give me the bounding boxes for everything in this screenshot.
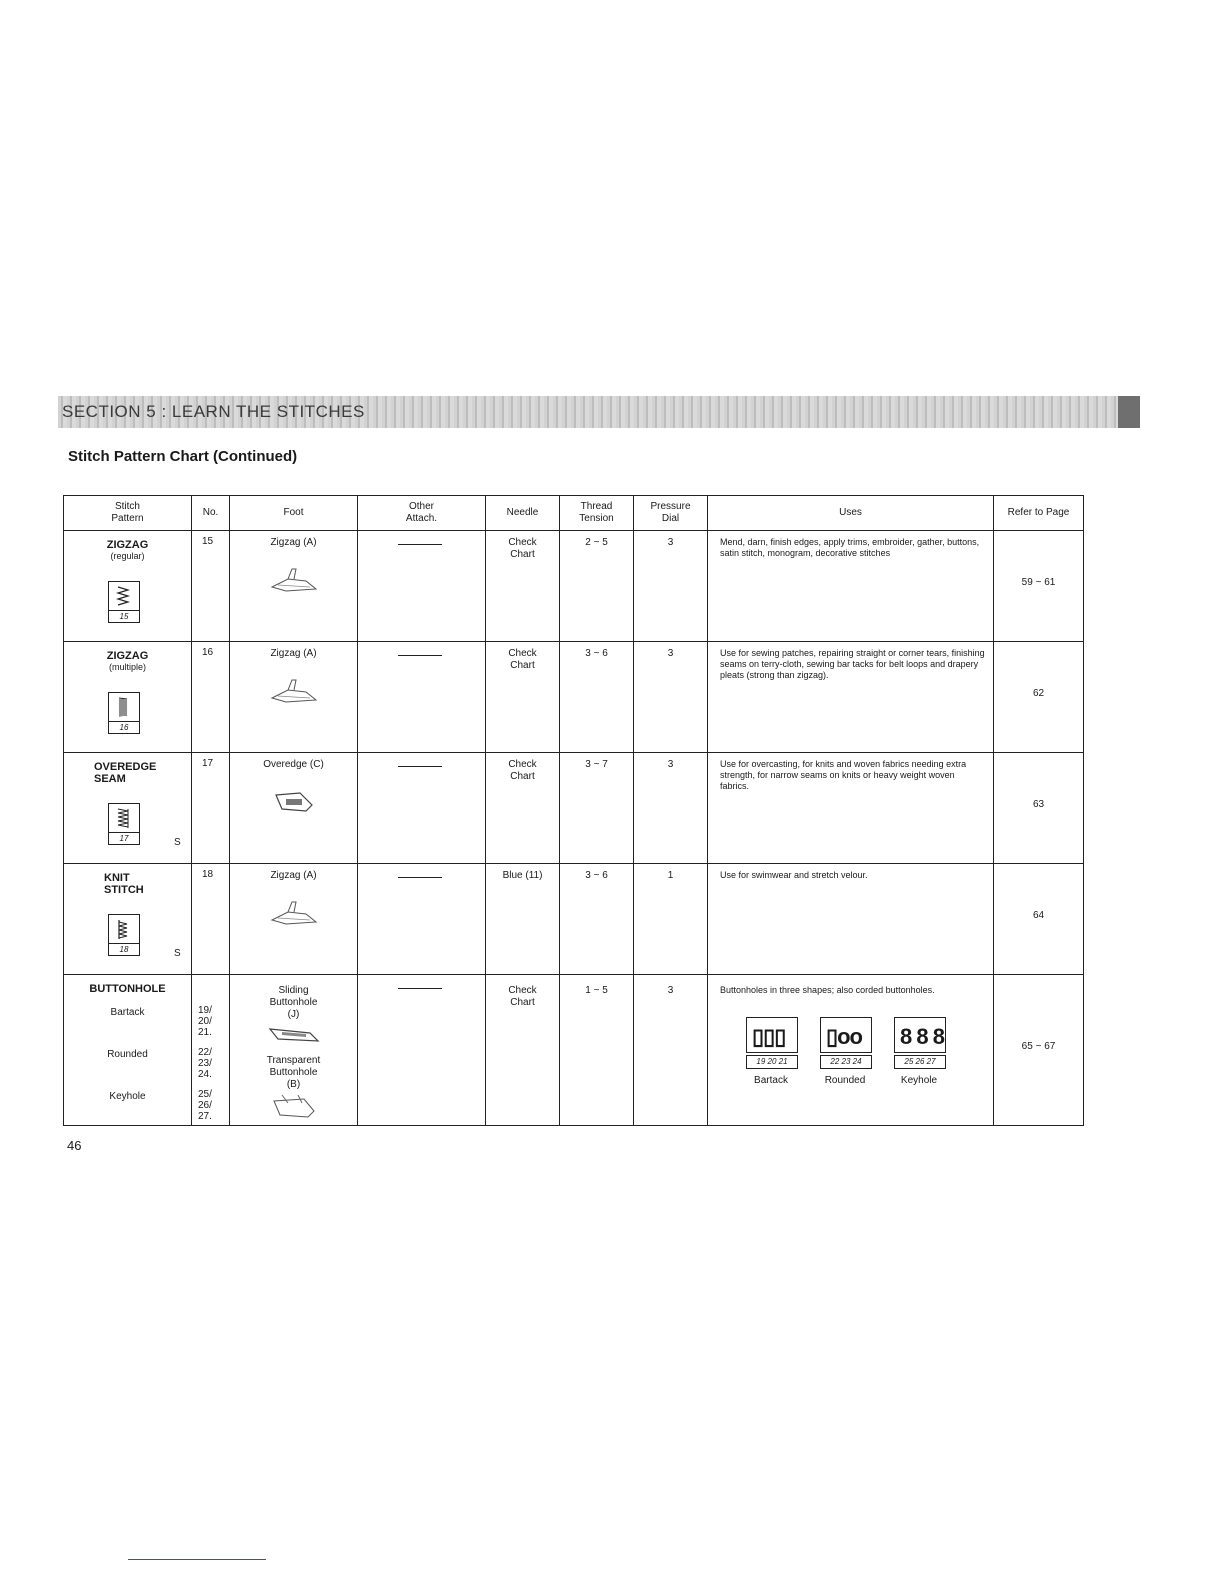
section-tab-marker: [1118, 396, 1140, 428]
table-row: [64, 642, 1084, 753]
other-attach-cell: [358, 642, 486, 753]
presser-foot-icon: [266, 787, 320, 817]
uses-cell: Use for overcasting, for knits and woven fabrics needing extra strength, for narrow seams on knits or heavy weight woven fabrics.: [708, 753, 994, 864]
pressure-cell: 3: [634, 753, 708, 864]
pressure-cell: 3: [634, 531, 708, 642]
table-row-buttonhole: [64, 975, 1084, 1126]
stitch-pattern-icon: 16: [108, 692, 140, 734]
header-refer-to-page: Refer to Page: [994, 496, 1084, 531]
header-pressure-dial: Pressure Dial: [634, 496, 708, 531]
none-dash: [398, 655, 442, 656]
page-number: 46: [67, 1138, 82, 1153]
none-dash: [398, 877, 442, 878]
needle-cell: Check Chart: [486, 531, 560, 642]
footer-rule: [128, 1559, 266, 1560]
section-title: SECTION 5 : LEARN THE STITCHES: [62, 402, 365, 421]
keyhole-caption: Keyhole: [900, 1075, 938, 1086]
header-thread-tension: Thread Tension: [560, 496, 634, 531]
needle-cell: Check Chart: [486, 642, 560, 753]
rounded-label: Rounded: [107, 1049, 148, 1060]
needle-cell: Check Chart: [486, 753, 560, 864]
page-cell: 63: [994, 753, 1084, 864]
tension-cell: 2 ~ 5: [560, 531, 634, 642]
uses-cell: Use for swimwear and stretch velour.: [708, 864, 994, 975]
page-cell: 62: [994, 642, 1084, 753]
foot-cell: Zigzag (A): [230, 864, 358, 975]
pressure-cell: 3: [634, 642, 708, 753]
uses-cell: Buttonholes in three shapes; also corded buttonholes. ▯▯▯ 19 20 21 ▯oo 22 23 24 8 8 8 25 26 27 Bartack Rounded Keyhole: [708, 975, 994, 1126]
stretch-mark: S: [174, 837, 181, 848]
section-banner: [58, 396, 1140, 428]
bartack-label: Bartack: [110, 1007, 145, 1018]
no-cell: 17: [192, 753, 230, 864]
stitch-pattern-icon: 17: [108, 803, 140, 845]
header-other-attach: Other Attach.: [358, 496, 486, 531]
tension-cell: 3 ~ 6: [560, 642, 634, 753]
presser-foot-icon: [266, 565, 320, 595]
uses-cell: Use for sewing patches, repairing straight or corner tears, finishing seams on terry-cloth, sewing bar tacks for belt loops and drapery pleats (strong than zigzag).: [708, 642, 994, 753]
header-row: [64, 496, 1084, 531]
table-row: [64, 753, 1084, 864]
tension-cell: 1 ~ 5: [560, 975, 634, 1126]
foot-cell: Zigzag (A): [230, 531, 358, 642]
stitch-pattern-table: [63, 495, 1084, 1126]
page-cell: 65 ~ 67: [994, 975, 1084, 1126]
stitch-pattern-icon: 15: [108, 581, 140, 623]
no-cell: 19/ 20/ 21. 22/ 23/ 24. 25/ 26/ 27.: [192, 975, 230, 1126]
pattern-cell: OVEREDGE SEAM 17 S: [64, 753, 192, 864]
header-uses: Uses: [708, 496, 994, 531]
table-row: [64, 864, 1084, 975]
foot-cell: Overedge (C): [230, 753, 358, 864]
presser-foot-icon: [266, 898, 320, 928]
bartack-buttonhole-icon: ▯▯▯ 19 20 21: [746, 1017, 800, 1075]
uses-cell: Mend, darn, finish edges, apply trims, embroider, gather, buttons, satin stitch, monogram, decorative stitches: [708, 531, 994, 642]
table-row: [64, 531, 1084, 642]
header-no: No.: [192, 496, 230, 531]
page-cell: 59 ~ 61: [994, 531, 1084, 642]
pattern-cell: BUTTONHOLE Bartack Rounded Keyhole: [64, 975, 192, 1126]
pattern-cell: KNIT STITCH 18 S: [64, 864, 192, 975]
sliding-buttonhole-foot-icon: [266, 1023, 322, 1045]
transparent-buttonhole-foot-icon: [268, 1091, 320, 1121]
keyhole-label: Keyhole: [109, 1091, 146, 1102]
no-cell: 18: [192, 864, 230, 975]
stitch-pattern-icon: 18: [108, 914, 140, 956]
page-cell: 64: [994, 864, 1084, 975]
header-stitch-pattern: Stitch Pattern: [64, 496, 192, 531]
other-attach-cell: [358, 975, 486, 1126]
other-attach-cell: [358, 531, 486, 642]
tension-cell: 3 ~ 7: [560, 753, 634, 864]
none-dash: [398, 988, 442, 989]
chart-subtitle: Stitch Pattern Chart (Continued): [68, 448, 298, 465]
needle-cell: Check Chart: [486, 975, 560, 1126]
pressure-cell: 1: [634, 864, 708, 975]
pattern-cell: ZIGZAG (multiple) 16: [64, 642, 192, 753]
pressure-cell: 3: [634, 975, 708, 1126]
presser-foot-icon: [266, 676, 320, 706]
needle-cell: Blue (11): [486, 864, 560, 975]
foot-cell: Zigzag (A): [230, 642, 358, 753]
header-foot: Foot: [230, 496, 358, 531]
tension-cell: 3 ~ 6: [560, 864, 634, 975]
foot-cell: Sliding Buttonhole (J) Transparent Buttonhole (B): [230, 975, 358, 1126]
no-cell: 15: [192, 531, 230, 642]
no-cell: 16: [192, 642, 230, 753]
stretch-mark: S: [174, 948, 181, 959]
none-dash: [398, 544, 442, 545]
rounded-caption: Rounded: [824, 1075, 866, 1086]
bartack-caption: Bartack: [754, 1075, 788, 1086]
other-attach-cell: [358, 753, 486, 864]
other-attach-cell: [358, 864, 486, 975]
none-dash: [398, 766, 442, 767]
rounded-buttonhole-icon: ▯oo 22 23 24: [820, 1017, 874, 1075]
header-needle: Needle: [486, 496, 560, 531]
keyhole-buttonhole-icon: 8 8 8 25 26 27: [894, 1017, 948, 1075]
pattern-cell: ZIGZAG (regular) 15: [64, 531, 192, 642]
